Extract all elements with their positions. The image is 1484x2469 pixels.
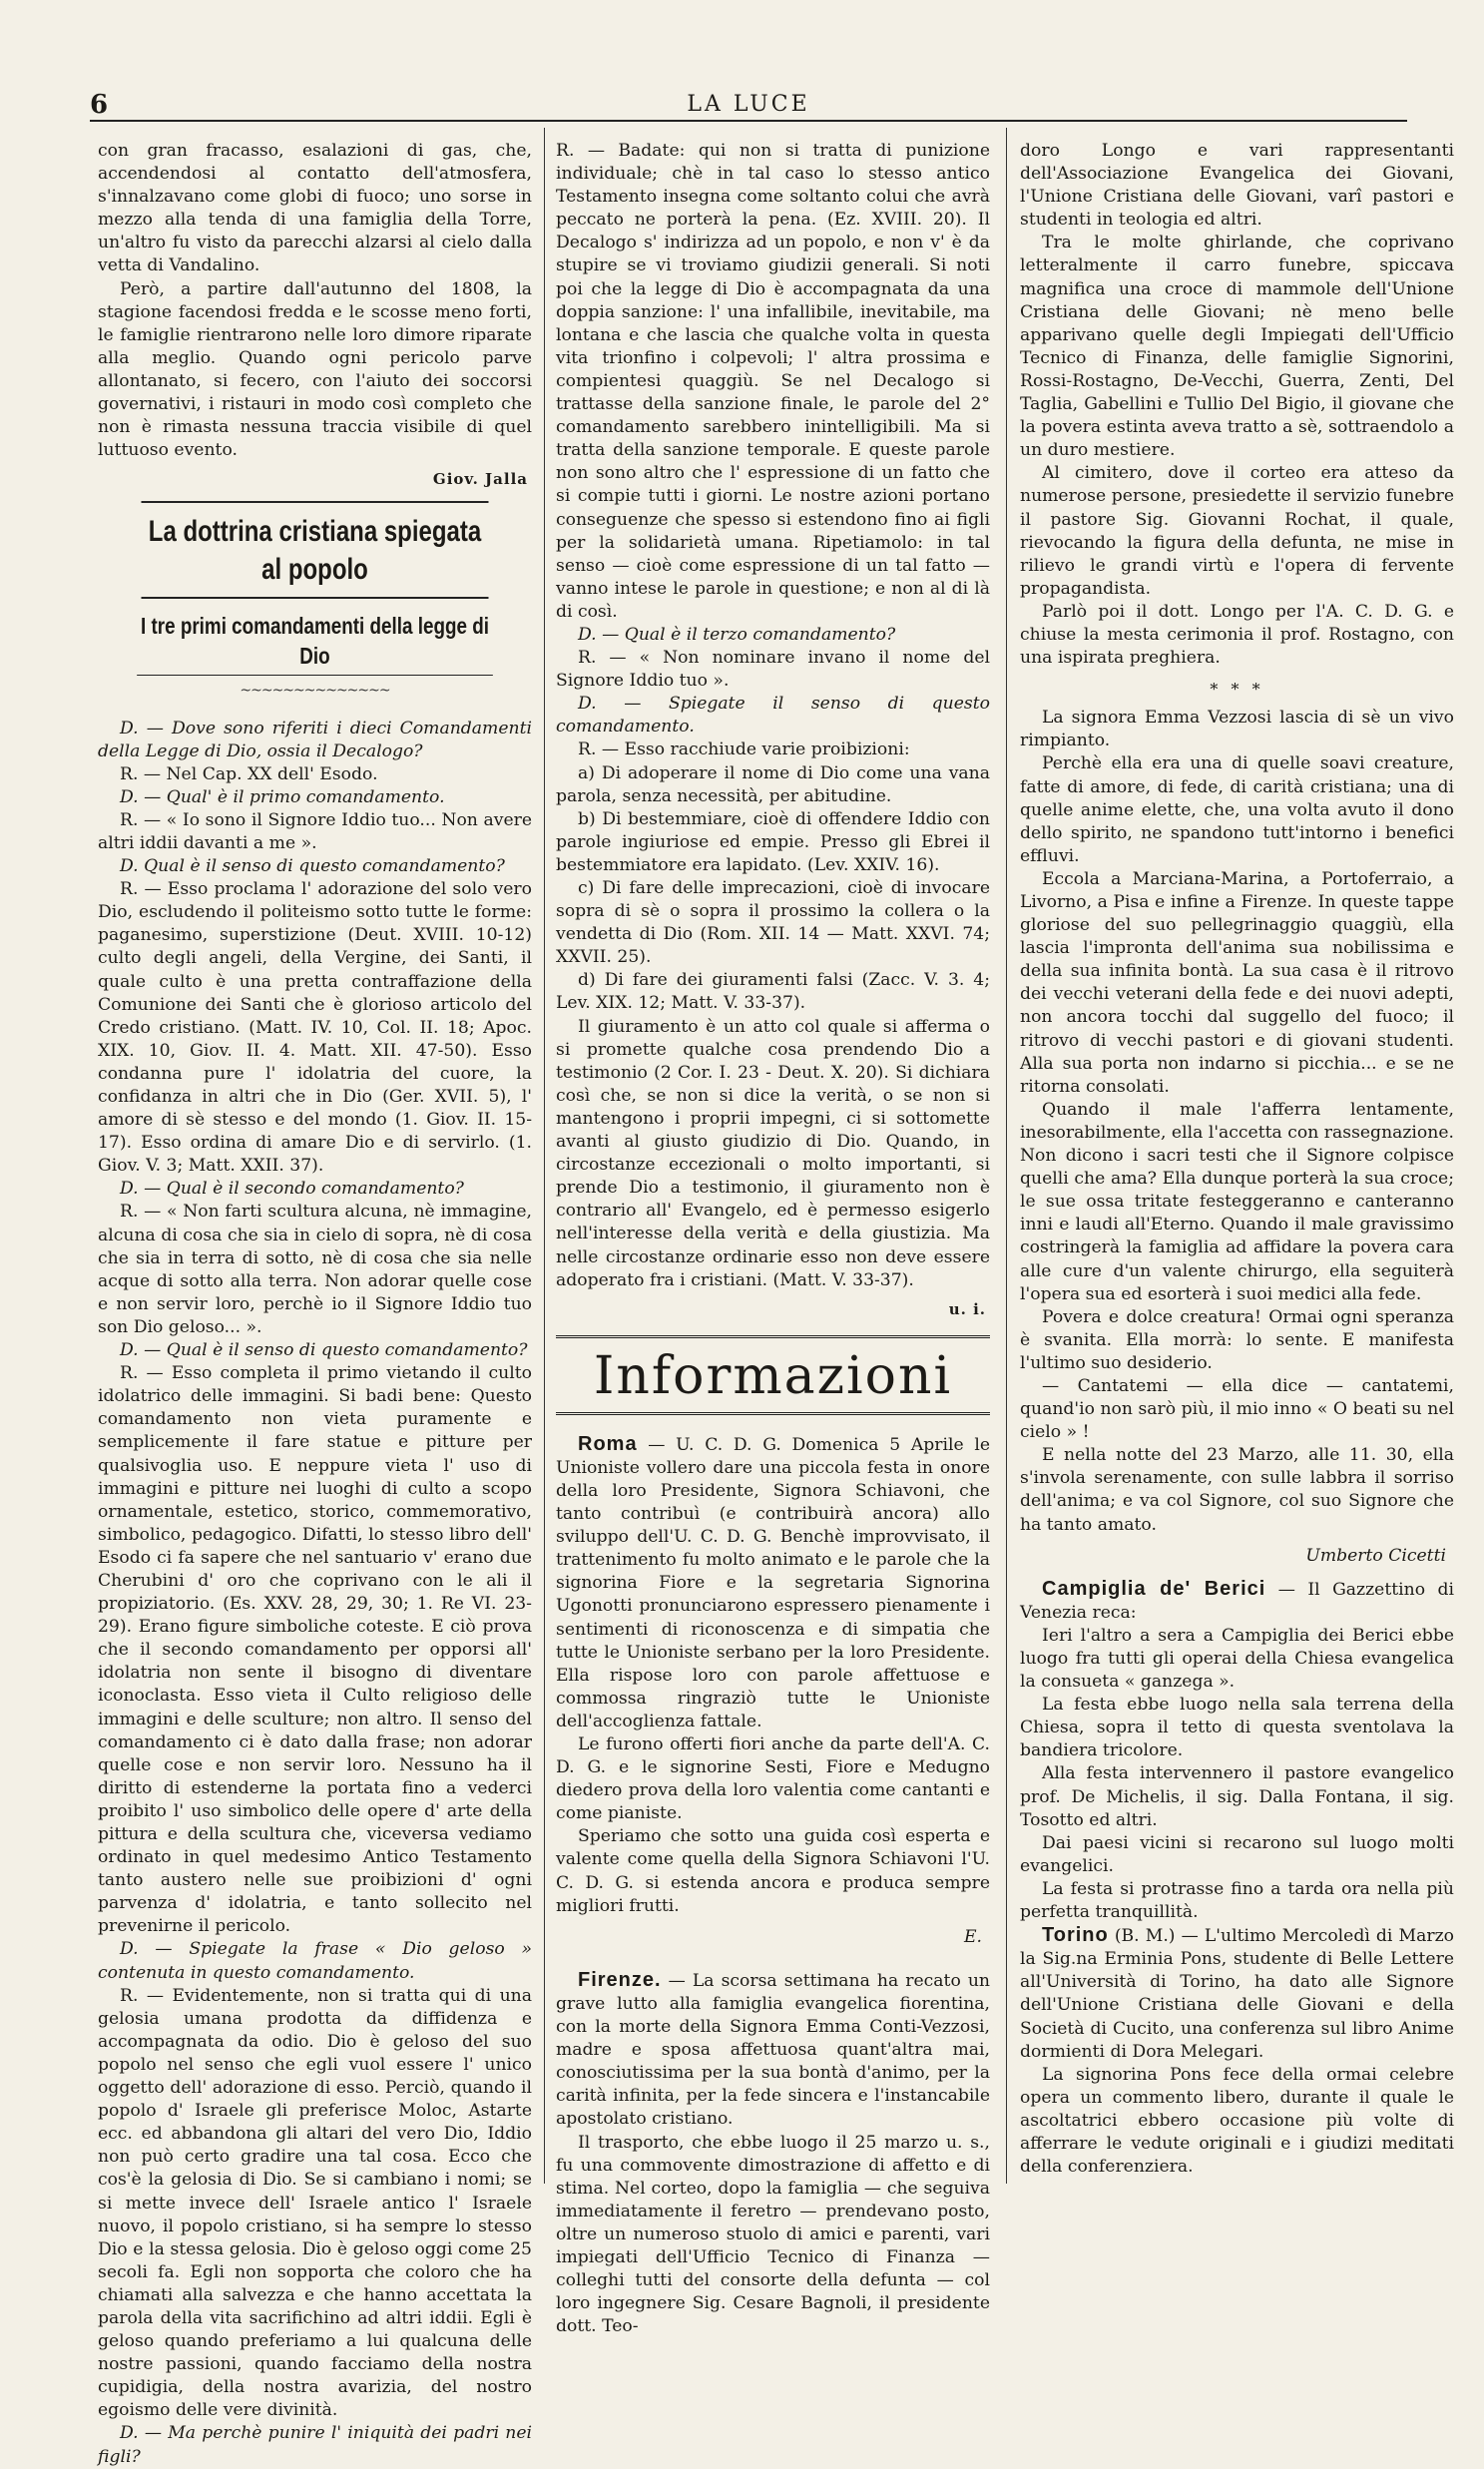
news-paragraph: La festa ebbe luogo nella sala terrena della Chiesa, sopra il tetto di questa sventolava la bandiera tricolore. [1020,1695,1454,1761]
article-paragraph: con gran fracasso, esalazioni di gas, che, accendendosi al contatto dell'atmosfera, s'innalzavano come globi di fuoco; uno sorse in mezzo alla tenda di una famiglia della Torre, un'altro fu visto da parecchi alzarsi al cielo dalla vetta di Vandalino. [98,141,532,276]
column-rule [1006,128,1007,2184]
news-paragraph: doro Longo e vari rappresentanti dell'Associazione Evangelica dei Giovani, l'Unione Cristiana delle Giovani, varî pastori e studenti in teologia ed altri. [1020,141,1454,231]
question: D. — Spiegate il senso di questo comandamento. [556,694,990,738]
list-item: c) Di fare delle imprecazioni, cioè di invocare sopra di sè o sopra il prossimo la collera o la vendetta di Dio (Rom. XII. 14 — Matt. XXVI. 74; XXVII. 25). [556,878,990,968]
news-paragraph: Perchè ella era una di quelle soavi creature, fatte di amore, di fede, di carità cristiana; una di quelle anime elette, che, una volta avuto il dono dello spirito, ne spandono tutt'intorno i benefici effluvi. [1020,753,1454,866]
answer: R. — « Io sono il Signore Iddio tuo... Non avere altri iddii davanti a me ». [98,809,532,853]
question: D. — Qual è il terzo comandamento? [578,624,896,645]
article-subtitle: I tre primi comandamenti della legge di Dio [137,611,493,676]
news-paragraph: Parlò poi il dott. Longo per l'A. C. D. G. e chiuse la mesta cerimonia il prof. Rostagno, con una ispirata preghiera. [1020,601,1454,669]
city-heading: Campiglia de' Berici [1042,1577,1266,1600]
section-title: Informazioni [556,1335,990,1415]
city-heading: Firenze. [578,1968,662,1991]
city-heading: Roma [578,1432,638,1455]
news-text: — Il Gazzettino di Venezia reca: [1020,1579,1454,1623]
news-paragraph: La signora Emma Vezzosi lascia di sè un vivo rimpianto. [1020,708,1454,751]
author-signature: Umberto Cicetti [1305,1545,1446,1566]
news-paragraph: Quando il male l'afferra lentamente, inesorabilmente, ella l'accetta con rassegnazione. Non dicono i sacri testi che il Signore colpisce quelli che ama? Ella dunque porterà la sua croce; le sue ossa tritate festeggeranno e canteranno inni e laudi all'Eterno. Quando il male gravissimo costringerà la famiglia ad affidare la povera cara alle cure d'un valente chirurgo, ella seguiterà l'opera sua ed esorterà i suoi medici alla fede. [1020,1099,1454,1304]
article-paragraph: Il giuramento è un atto col quale si afferma o si promette qualche cosa prendendo Dio a testimonio (2 Cor. I. 23 - Deut. X. 20). Si dichiara così che, se non si dice la verità, o se non si mantengono i proprii impegni, ci si sottomette avanti al giusto giudizio di Dio. Quando, in circostanze eccezionali o molto importanti, si prende Dio a testimonio, il giuramento non è contrario all' Evangelo, ed è permesso esigerlo nell'interesse della verità e della giustizia. Ma nelle circostanze ordinarie esso non deve essere adoperato fra i cristiani. (Matt. V. 33-37). [556,1016,990,1290]
answer: R. — « Non nominare invano il nome del Signore Iddio tuo ». [556,648,990,692]
section-title: La dottrina cristiana spiegata al popolo [142,501,489,599]
news-paragraph: — Cantatemi — ella dice — cantatemi, quand'io non sarò più, il mio inno « O beati su nel cielo » ! [1020,1375,1454,1443]
news-paragraph: Eccola a Marciana-Marina, a Portoferraio, a Livorno, a Pisa e infine a Firenze. In queste tappe gloriose del suo pellegrinaggio quaggiù, ella lascia l'impronta dell'anima sua nobilissima e della sua infinita bontà. La sua casa è il ritrovo dei vecchi veterani della fede e dei nuovi adepti, non ancora tocchi dal suggello del fuoco; il ritrovo di vecchi pastori e di giovani studenti. Alla sua porta non indarno si picchia... e se ne ritorna consolati. [1020,868,1454,1097]
news-paragraph: Ieri l'altro a sera a Campiglia dei Berici ebbe luogo fra tutti gli operai della Chiesa evangelica la consueta « ganzega ». [1020,1625,1454,1693]
column-3 [1020,140,1454,2176]
news-paragraph: Povera e dolce creatura! Ormai ogni speranza è svanita. Ella morrà: lo sente. E manifesta l'ultimo suo desiderio. [1020,1306,1454,1373]
news-paragraph: Tra le molte ghirlande, che coprivano letteralmente il carro funebre, spiccava magnifica una croce di mammole dell'Unione Cristiana delle Giovani; nè meno belle apparivano quelle degli Impiegati dell'Ufficio Tecnico di Finanza, delle famiglie Signorini, Rossi-Rostagno, De-Vecchi, Guerra, Zenti, Del Taglia, Gabellini e Tullio Del Bigio, il giovane che la povera estinta aveva tratto a sè, sottraendolo a un duro mestiere. [1020,233,1454,461]
author-signature: E. [963,1926,982,1947]
column-1 [98,140,532,2467]
city-heading: Torino [1042,1924,1109,1947]
news-paragraph: Speriamo che sotto una guida così esperta e valente come quella della Signora Schiavoni l'U. C. D. G. si estenda ancora e produca sempre migliori frutti. [556,1826,990,1916]
news-paragraph: Il trasporto, che ebbe luogo il 25 marzo u. s., fu una commovente dimostrazione di affetto e di stima. Nel corteo, dopo la famiglia — che seguiva immediatamente il feretro — prendevano posto, oltre un numeroso stuolo di amici e parenti, vari impiegati dell'Ufficio Tecnico di Finanza — colleghi tutti del consorte della defunta — col loro ingegnere Sig. Cesare Bagnoli, il presidente dott. Teo- [556,2132,990,2337]
running-title: LA LUCE [687,92,810,117]
question: D. — Qual è il senso di questo comandamento? [120,1340,528,1361]
news-text: (B. M.) — L'ultimo Mercoledì di Marzo la Sig.na Erminia Pons, studente di Belle Lettere all'Università di Torino, ha dato alle Signore dell'Unione Cristiana delle Giovani e della Società di Cucito, una conferenza sul libro Anime dormienti di Dora Melegari. [1020,1926,1454,2062]
author-signature: u. i. [948,1299,986,1318]
list-item: b) Di bestemmiare, cioè di offendere Iddio con parole ingiuriose ed empie. Presso gli Ebrei il bestemmiatore era lapidato. (Lev. XXIV. 16). [556,808,990,875]
answer: R. — Esso proclama l' adorazione del solo vero Dio, escludendo il politeismo sotto tutte le forme: paganesimo, superstizione (Deut. XVIII. 10-12) culto degli angeli, della Vergine, dei Santi, il quale culto è una pretta contraffazione della Comunione dei Santi che è glorioso articolo del Credo cristiano. (Matt. IV. 10, Col. II. 18; Apoc. XIX. 10, Giov. II. 4. Matt. XII. 47-50). Esso condanna pure l' idolatria del cuore, la confidanza in altri che in Dio (Ger. XVII. 5), l' amore di sè stesso e del mondo (1. Giov. II. 15-17). Esso ordina di amare Dio e di servirlo. (1. Giov. V. 3; Matt. XXII. 37). [98,879,532,1177]
news-paragraph: Dai paesi vicini si recarono sul luogo molti evangelici. [1020,1832,1454,1876]
news-paragraph: Le furono offerti fiori anche da parte dell'A. C. D. G. e le signorine Sesti, Fiore e Medugno diedero prova della loro valentia come cantanti e come pianiste. [556,1734,990,1824]
news-paragraph: La signorina Pons fece della ormai celebre opera un commento libero, durante il quale le ascoltatrici ebbero occasione più volte di afferrare le vedute originali e i giudizi meditati della conferenziera. [1020,2064,1454,2178]
column-2 [556,140,990,2337]
question: D. — Ma perchè punire l' iniquità dei padri nei figli? [98,2423,532,2467]
answer: R. — « Non farti scultura alcuna, nè immagine, alcuna di cosa che sia in cielo di sopra, nè di cosa che sia in terra di sotto, nè di cosa che sia nelle acque di sotto alla terra. Non adorar quelle cose e non servir loro, perchè io il Signore Iddio tuo son Dio geloso... ». [98,1202,532,1337]
question: D. — Dove sono riferiti i dieci Comandamenti della Legge di Dio, ossia il Decalogo? [98,718,532,761]
question: D. Qual è il senso di questo comandamento? [120,856,505,877]
page-number: 6 [90,90,109,120]
list-item: d) Di fare dei giuramenti falsi (Zacc. V. 3. 4; Lev. XIX. 12; Matt. V. 33-37). [556,970,990,1014]
answer: R. — Evidentemente, non si tratta qui di una gelosia umana prodotta da diffidenza e accompagnata da odio. Dio è geloso del suo popolo nel senso che egli vuol essere l' unico oggetto dell' adorazione di esso. Perciò, quando il popolo d' Israele gli preferisce Moloc, Astarte ecc. ed abbandona gli altari del vero Dio, Iddio non può certo gradire una tal cosa. Ecco che cos'è la gelosia di Dio. Se si cambiano i nomi; se si mette invece dell' Israele antico l' Israele nuovo, il popolo cristiano, si ha sempre lo stesso Dio e la stessa gelosia. Dio è geloso oggi come 25 secoli fa. Egli non sopporta che coloro che ha chiamati alla salvezza e che hanno accettata la parola della vita sacrifichino ad altri iddii. Egli è geloso quando preferiamo a lui qualcuna delle nostre passioni, quando facciamo della nostra cupidigia, della nostra avarizia, del nostro egoismo delle vere divinità. [98,1985,532,2421]
column-rule [544,128,545,2184]
asterism-divider: * * * [1210,680,1264,700]
news-text: — La scorsa settimana ha recato un grave lutto alla famiglia evangelica fiorentina, con la morte della Signora Emma Conti-Vezzosi, madre e sposa affettuosa quant'altra mai, conosciutissima per la sua bontà d'animo, per la carità infinita, per la fede sincera e l'instancabile apostolato cristiano. [556,1970,990,2130]
page-header [90,90,1407,122]
answer: R. — Esso racchiude varie proibizioni: [578,740,910,760]
answer: R. — Badate: qui non si tratta di punizione individuale; chè in tal caso lo stesso antico Testamento insegna come soltanto colui che avrà peccato ne porterà la pena. (Ez. XVIII. 20). Il Decalogo s' indirizza ad un popolo, e non v' è da stupire se vi troviamo giudizii generali. Si noti poi che la legge di Dio è accompagnata da una doppia sanzione: l' una infallibile, inevitabile, ma lontana e che lascia che qualche volta in questa vita trionfino i colpevoli; l' altra prossima e compientesi quaggiù. Se nel Decalogo si trattasse della sanzione finale, le parole del 2° comandamento sarebbero inintelligibili. Ma si tratta della sanzione temporale. E queste parole non sono altro che l' espressione di un fatto che si compie tutti i giorni. Le nostre azioni portano conseguenze che spesso si estendono fino ai figli per la solidarietà umana. Ripetiamolo: in tal senso — cioè come espressione di un tal fatto — vanno intese le parole in questione; e non al di là di così. [556,141,990,622]
question: D. — Qual è il secondo comandamento? [120,1179,464,1200]
ornament-divider: ~~~~~~~~~~~~~~ [240,683,390,700]
news-paragraph: E nella notte del 23 Marzo, alle 11. 30, ella s'invola serenamente, con sulle labbra il sorriso dell'anima; e va col Signore, col suo Signore che ha tanto amato. [1020,1445,1454,1535]
article-paragraph: Però, a partire dall'autunno del 1808, la stagione facendosi fredda e le scosse meno forti, le famiglie rientrarono nelle loro dimore riparate alla meglio. Quando ogni pericolo parve allontanato, si fecero, con l'aiuto dei soccorsi governativi, i ristauri in modo così completo che non è rimasta nessuna traccia visibile di quel luttuoso evento. [98,278,532,461]
question: D. — Qual' è il primo comandamento. [120,786,445,807]
news-paragraph: La festa si protrasse fino a tarda ora nella più perfetta tranquillità. [1020,1878,1454,1923]
list-item: a) Di adoperare il nome di Dio come una vana parola, senza necessità, per abitudine. [556,762,990,806]
answer: R. — Esso completa il primo vietando il culto idolatrico delle immagini. Si badi bene: Questo comandamento non vieta puramente e semplicemente il fare statue e pitture per qualsivoglia uso. E neppure vieta l' uso di immagini e pitture nei luoghi di culto a scopo ornamentale, estetico, storico, commemorativo, simbolico, pedagogico. Difatti, lo stesso libro dell' Esodo ci fa sapere che nel santuario v' erano due Cherubini d' oro che coprivano con le ali il propiziatorio. (Es. XXV. 28, 29, 30; 1. Re VI. 23-29). Erano figure simboliche coteste. E ciò prova che il secondo comandamento per opporsi all' idolatria non sente il bisogno di diventare iconoclasta. Esso vieta il Culto religioso delle immagini e delle sculture; non altro. Il senso del comandamento ci è dato dalla frase; non adorar quelle cose e non servir loro. Nessuno ha il diritto di estenderne la portata fino a vederci proibito l' uso simbolico delle opere d' arte della pittura e della scultura che, viceversa vediamo ordinato in quel medesimo Antico Testamento tanto austero nelle sue proibizioni d' ogni parvenza d' idolatria, e tanto sollecito nel prevenirne il pericolo. [98,1363,532,1937]
news-text: — U. C. D. G. Domenica 5 Aprile le Unioniste vollero dare una piccola festa in onore della loro Presidente, Signora Schiavoni, che tanto contribuì (e contribuirà ancora) allo sviluppo dell'U. C. D. G. Benchè improvvisato, il trattenimento fu molto animato e le parole che la signorina Fiore e la segretaria Signorina Ugonotti pronunciarono espressero pienamente i sentimenti di riconoscenza e di simpatia che tutte le Unioniste serbano per la loro Presidente. Ella rispose loro con parole affettuose e commossa ringraziò tutte le Unioniste dell'accoglienza fattale. [556,1434,990,1731]
answer: R. — Nel Cap. XX dell' Esodo. [120,763,378,784]
news-paragraph: Al cimitero, dove il corteo era atteso da numerose persone, presiedette il servizio funebre il pastore Sig. Giovanni Rochat, il quale, rievocando la figura della defunta, ne mise in rilievo le grandi virtù e l'opera di fervente propagandista. [1020,463,1454,599]
news-paragraph: Alla festa intervennero il pastore evangelico prof. De Michelis, il sig. Dalla Fontana, il sig. Tosotto ed altri. [1020,1763,1454,1830]
question: D. — Spiegate la frase « Dio geloso » contenuta in questo comandamento. [98,1939,532,1983]
author-signature: Giov. Jalla [432,470,528,489]
